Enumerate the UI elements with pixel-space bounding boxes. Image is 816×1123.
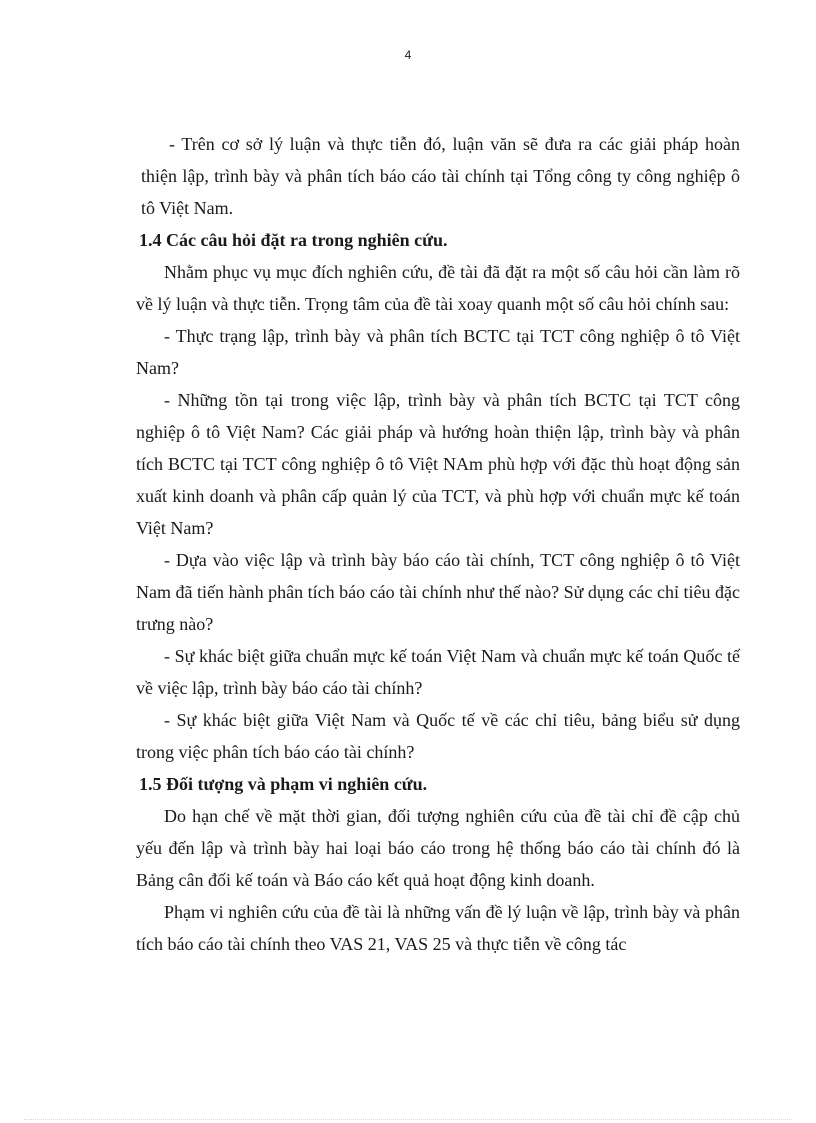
question-current-state: - Thực trạng lập, trình bày và phân tích BCTC tại TCT công nghiệp ô tô Việt Nam? [136, 326, 740, 378]
question-shortcomings: - Những tồn tại trong việc lập, trình bày và phân tích BCTC tại TCT công nghiệp ô tô Việt Nam? Các giải pháp và hướng hoàn thiện lập, trình bày và phân tích BCTC tại TCT công nghiệp ô tô Việt NAm phù hợp với đặc thù hoạt động sản xuất kinh doanh và phân cấp quản lý của TCT, và phù hợp với chuẩn mực kế toán Việt Nam? [136, 390, 740, 538]
question-analysis-method: - Dựa vào việc lập và trình bày báo cáo tài chính, TCT công nghiệp ô tô Việt Nam đã tiến hành phân tích báo cáo tài chính như thế nào? Sử dụng các chỉ tiêu đặc trưng nào? [136, 550, 740, 634]
paragraph-research-object: Do hạn chế về mặt thời gian, đối tượng nghiên cứu của đề tài chỉ đề cập chủ yếu đến lập và trình bày hai loại báo cáo trong hệ thống báo cáo tài chính đó là Bảng cân đối kế toán và Báo cáo kết quả hoạt động kinh doanh. [136, 806, 740, 890]
heading-section-1-5: 1.5 Đối tượng và phạm vi nghiên cứu. [139, 774, 428, 794]
heading-section-1-4: 1.4 Các câu hỏi đặt ra trong nghiên cứu. [139, 230, 448, 250]
paragraph-solutions: - Trên cơ sở lý luận và thực tiễn đó, luận văn sẽ đưa ra các giải pháp hoàn thiện lập, trình bày và phân tích báo cáo tài chính tại Tổng công ty công nghiệp ô tô Việt Nam. [141, 134, 740, 218]
paragraph-research-scope: Phạm vi nghiên cứu của đề tài là những vấn đề lý luận về lập, trình bày và phân tích báo cáo tài chính theo VAS 21, VAS 25 và thực tiễn về công tác [136, 902, 740, 954]
page-bottom-divider [24, 1119, 792, 1120]
page-number: 4 [404, 48, 412, 62]
question-standards-difference: - Sự khác biệt giữa chuẩn mực kế toán Việt Nam và chuẩn mực kế toán Quốc tế về việc lập, trình bày báo cáo tài chính? [136, 646, 740, 698]
document-body [136, 128, 740, 960]
paragraph-research-questions-intro: Nhằm phục vụ mục đích nghiên cứu, đề tài đã đặt ra một số câu hỏi cần làm rõ về lý luận và thực tiễn. Trọng tâm của đề tài xoay quanh một số câu hỏi chính sau: [136, 262, 740, 314]
question-indicator-difference: - Sự khác biệt giữa Việt Nam và Quốc tế về các chỉ tiêu, bảng biểu sử dụng trong việc phân tích báo cáo tài chính? [136, 710, 740, 762]
